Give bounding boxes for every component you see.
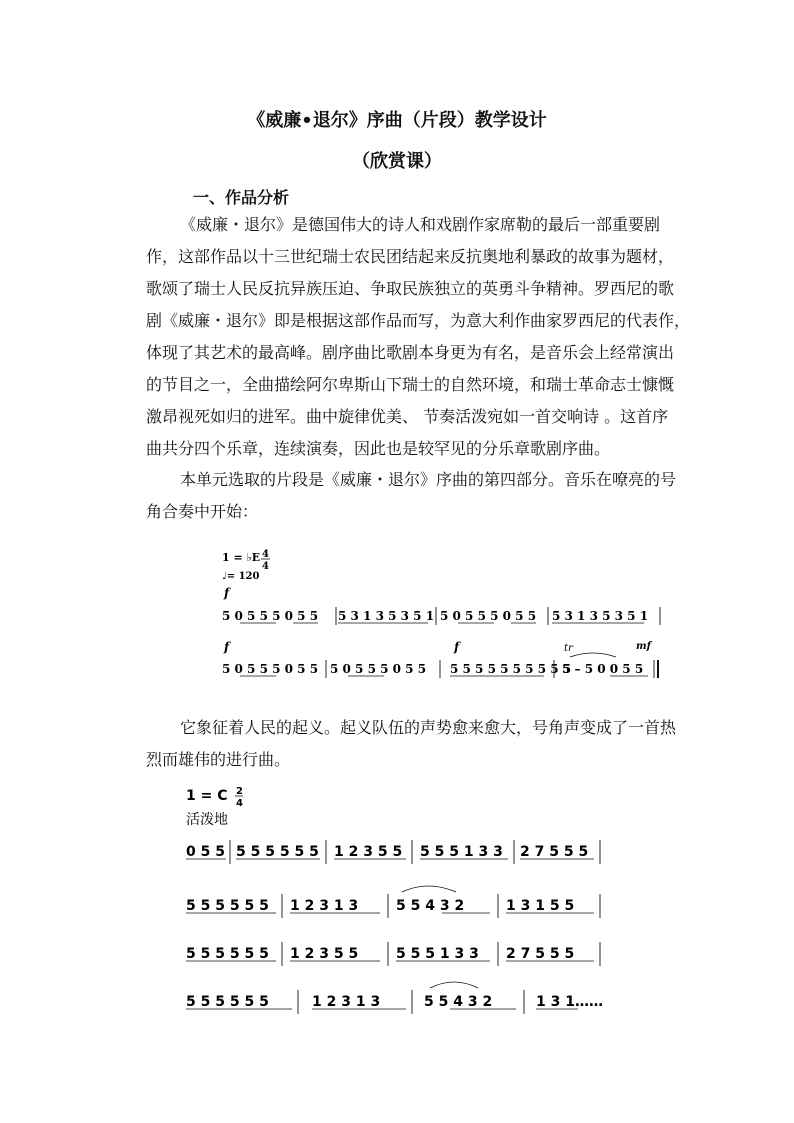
tie xyxy=(430,982,478,988)
measure: 1 3 1 5 5 xyxy=(506,898,575,914)
text-line: 激昂视死如归的进军。曲中旋律优美、 节奏活泼宛如一首交响诗 。这首序 xyxy=(146,407,669,426)
measure: 0 5 5 xyxy=(186,844,225,860)
tempo-marking: ♩= 120 xyxy=(222,571,260,582)
tempo-word: 活泼地 xyxy=(186,812,228,828)
section-heading-analysis: 一、作品分析 xyxy=(193,188,290,207)
measure: 5 5 5 5 5 5 xyxy=(186,898,269,914)
score-row-4 xyxy=(186,982,603,1014)
measure: 1 2 3 1 3 xyxy=(312,994,381,1010)
measure: 1 2 3 5 5 xyxy=(290,946,359,962)
measure: 5 3 1 3 5 3 5 1 xyxy=(552,609,649,623)
text-line: 角合奏中开始： xyxy=(146,502,259,521)
slur xyxy=(570,653,616,657)
tie xyxy=(402,886,456,892)
measure: 5 5 5 5 5 5 xyxy=(186,994,269,1010)
text-line: 本单元选取的片段是《威廉・退尔》序曲的第四部分。音乐在嘹亮的号 xyxy=(180,470,677,489)
measure: 2 7 5 5 5 xyxy=(520,844,589,860)
dynamic-f: f xyxy=(224,586,230,600)
time-signature-top: 2 xyxy=(236,786,243,797)
measure: 5 5 5 1 3 3 xyxy=(420,844,503,860)
score-row-1 xyxy=(186,840,600,864)
music-score-march xyxy=(180,780,640,1025)
time-signature-bottom: 4 xyxy=(236,798,243,809)
score-row-1 xyxy=(222,607,660,625)
measure: 5 5 4 3 2 xyxy=(396,898,465,914)
measure: 5 0 5 5 5 0 5 5 xyxy=(222,662,319,676)
dynamic-mf: mf xyxy=(636,641,651,652)
measure: 2 7 5 5 5 xyxy=(506,946,575,962)
score-row-3 xyxy=(186,942,600,966)
text-line: 《威廉・退尔》是德国伟大的诗人和戏剧作家席勒的最后一部重要剧 xyxy=(180,215,661,234)
trill-mark: tr xyxy=(564,643,573,654)
measure: 5 5 5 5 5 5 xyxy=(236,844,319,860)
measure: 5 5 5 1 3 3 xyxy=(396,946,479,962)
key-signature: 1 = C xyxy=(186,788,228,804)
score-svg xyxy=(180,780,640,1025)
measure: 5 0 5 5 5 0 5 5 xyxy=(222,609,319,623)
text-line: 剧《威廉・退尔》即是根据这部作品而写，为意大利作曲家罗西尼的代表作， xyxy=(146,311,691,330)
text-line: 曲共分四个乐章，连续演奏，因此也是较罕见的分乐章歌剧序曲。 xyxy=(146,439,611,458)
measure: 5 5 5 5 5 5 5 5 5 5 xyxy=(450,662,572,676)
measure: 1 3 1…… xyxy=(536,994,603,1010)
measure: 5 0 5 5 5 0 5 5 xyxy=(330,662,427,676)
key-signature: 1 = ♭E xyxy=(222,551,261,564)
measure: 5 5 4 3 2 xyxy=(424,994,493,1010)
measure: 5 5 5 5 5 5 xyxy=(186,946,269,962)
measure: 1 2 3 5 5 xyxy=(334,844,403,860)
score-row-2 xyxy=(222,640,658,678)
time-signature-top: 4 xyxy=(262,549,269,560)
score-svg xyxy=(218,545,678,685)
measure: 5 0 5 5 5 0 5 5 xyxy=(440,609,537,623)
music-score-fanfare xyxy=(218,545,678,685)
dynamic-f: f xyxy=(224,640,230,654)
document-title: 《威廉•退尔》序曲（片段）教学设计 xyxy=(247,110,547,131)
document-subtitle: （欣赏课） xyxy=(352,151,442,172)
measure: 1 2 3 1 3 xyxy=(290,898,359,914)
time-signature-bottom: 4 xyxy=(262,561,269,572)
measure: 5 – 5 0 0 5 5 xyxy=(562,662,644,676)
dynamic-f: f xyxy=(454,640,460,654)
text-line: 作，这部作品以十三世纪瑞士农民团结起来反抗奥地利暴政的故事为题材， xyxy=(146,247,675,266)
text-line: 体现了其艺术的最高峰。剧序曲比歌剧本身更为有名，是音乐会上经常演出 xyxy=(146,343,675,362)
text-line: 歌颂了瑞士人民反抗异族压迫、争取民族独立的英勇斗争精神。罗西尼的歌 xyxy=(146,279,675,298)
measure: 5 3 1 3 5 3 5 1 xyxy=(338,609,435,623)
text-line: 烈而雄伟的进行曲。 xyxy=(146,750,291,769)
text-line: 的节目之一，全曲描绘阿尔卑斯山下瑞士的自然环境，和瑞士革命志士慷慨 xyxy=(146,375,675,394)
text-line: 它象征着人民的起义。起义队伍的声势愈来愈大，号角声变成了一首热 xyxy=(180,718,677,737)
score-row-2 xyxy=(186,886,600,918)
